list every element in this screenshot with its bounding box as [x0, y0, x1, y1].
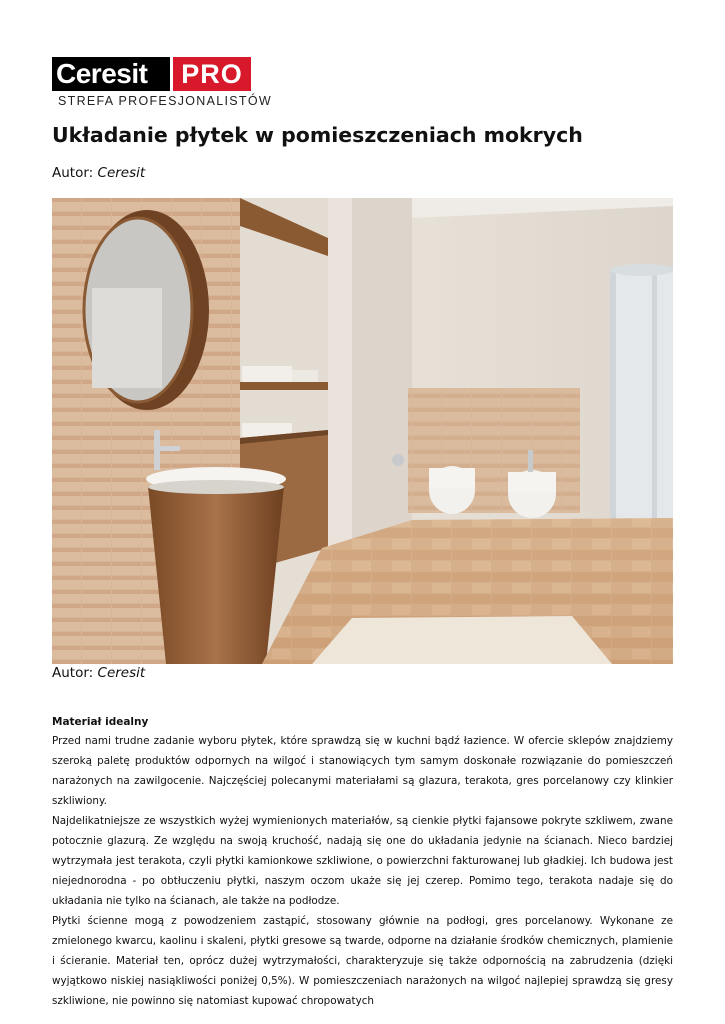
article-author: [52, 165, 145, 181]
image-author: [52, 665, 145, 681]
article-title: Układanie płytek w pomieszczeniach mokrych: [52, 123, 583, 147]
section-heading: Materiał idealny: [52, 716, 149, 728]
author-label: Autor:: [52, 165, 94, 181]
ceresit-pro-logo: [52, 57, 272, 113]
paragraph: Płytki ścienne mogą z powodzeniem zastąpić, stosowany głównie na podłogi, gres porcelanowy. Wykonane ze zmielonego kwarcu, kaolinu i skaleni, płytki gresowe są twarde, odporne na działanie środków chemicznych, plamienie i ścieranie. Materiał ten, oprócz dużej wytrzymałości, charakteryzuje się także odpornością na zabrudzenia (dzięki wyjątkowo niskiej nasiąkliwości poniżej 0,5%). W pomieszczeniach narażonych na wilgoć najlepiej sprawdzą się gresy szkliwione, nie powinno się natomiast kupować chropowatych: [52, 915, 673, 1007]
logo-tagline: STREFA PROFESJONALISTÓW: [58, 94, 272, 108]
bathroom-photo: [52, 198, 673, 664]
logo-pro-badge: PRO: [173, 57, 251, 91]
author-name: Ceresit: [97, 165, 146, 181]
logo-brand: Ceresit: [52, 57, 170, 91]
paragraph: Najdelikatniejsze ze wszystkich wyżej wymienionych materiałów, są cienkie płytki fajansowe pokryte szkliwem, zwane potocznie glazurą. Ze względu na swoją kruchość, nadają się one do układania jedynie na ścianach. Nieco bardziej wytrzymała jest terakota, czyli płytki kamionkowe szkliwione, o powierzchni fakturowanej lub gładkiej. Ich budowa jest niejednorodna - po obtłuczeniu płytki, naszym oczom ukaże się jej czerep. Pomimo tego, terakota nadaje się do układania nie tylko na ścianach, ale także na podłodze.: [52, 815, 673, 907]
paragraph: Przed nami trudne zadanie wyboru płytek, które sprawdzą się w kuchni bądź łazience. W ofercie sklepów znajdziemy szeroką paletę produktów odpornych na wilgoć i stanowiących tym samym doskonałe rozwiązanie do pomieszczeń narażonych na zawilgocenie. Najczęściej polecanymi materiałami są glazura, terakota, gres porcelanowy czy klinkier szkliwiony.: [52, 735, 673, 807]
article-body: [52, 714, 673, 1011]
image-author-name: Ceresit: [97, 665, 146, 681]
image-author-label: Autor:: [52, 665, 94, 681]
